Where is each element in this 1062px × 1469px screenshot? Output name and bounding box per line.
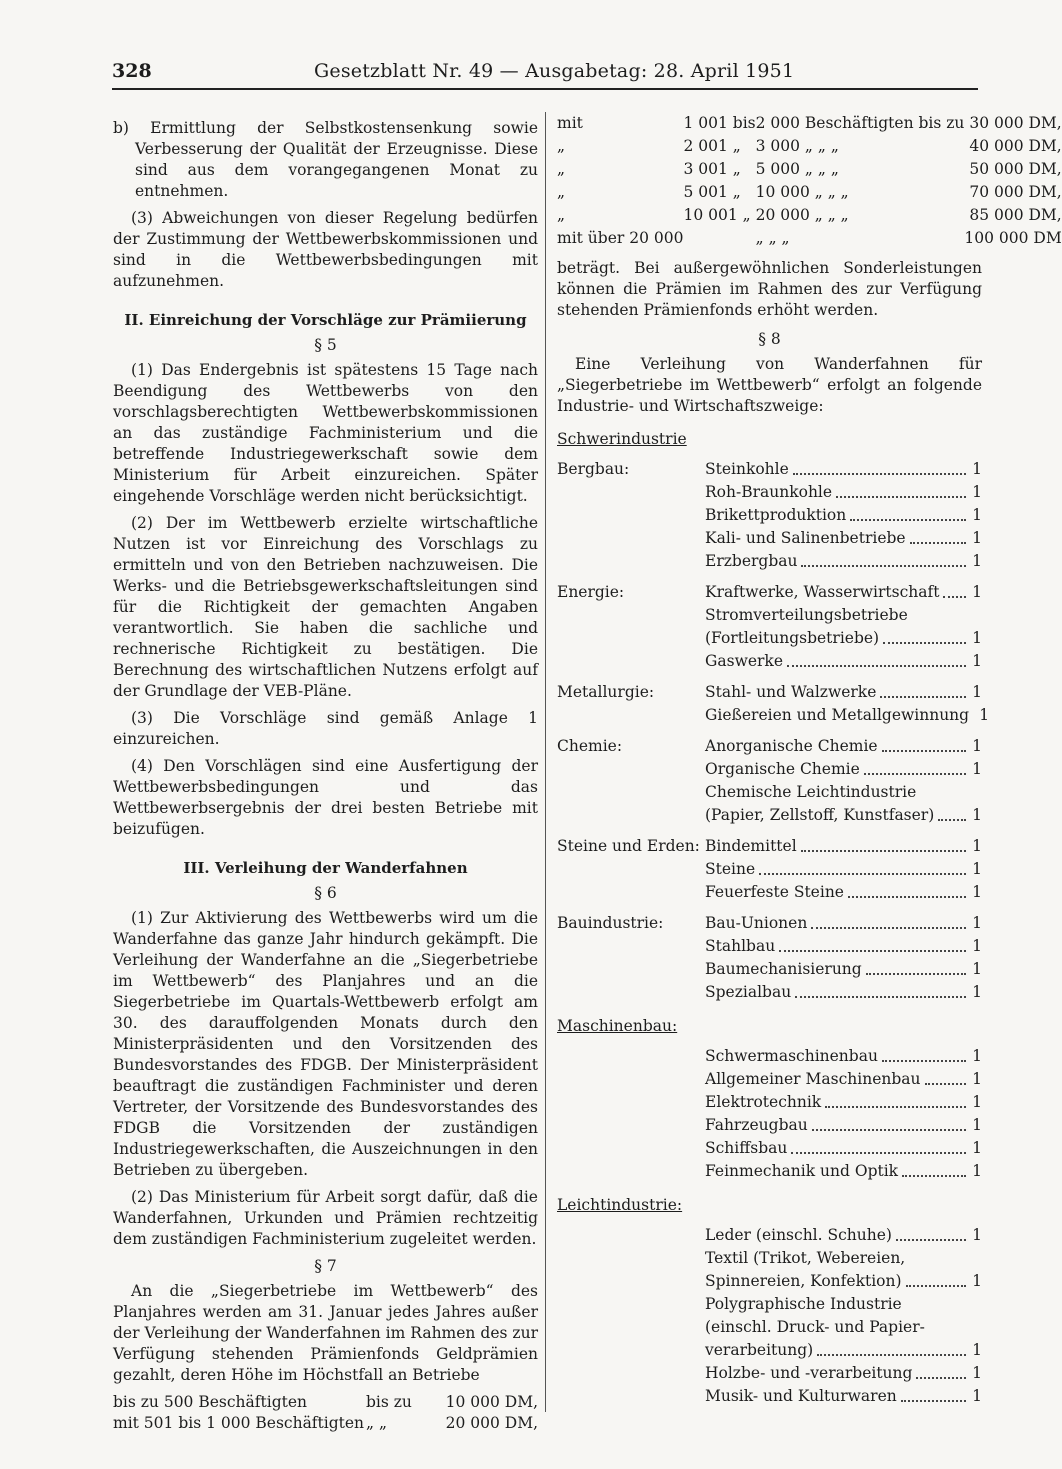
- prize-row: [557, 158, 1062, 181]
- dot-leader: [943, 581, 966, 598]
- industry-item: [705, 1160, 982, 1183]
- prize-cell-b: 1 001 bis: [683, 114, 756, 132]
- industry-item-count: 1: [972, 1387, 982, 1405]
- industry-category: [557, 1068, 705, 1091]
- industry-row: [557, 1316, 982, 1339]
- industry-item: [705, 1091, 982, 1114]
- industry-item-name: Kraftwerke, Wasserwirtschaft: [705, 583, 940, 601]
- dot-leader: [882, 1045, 966, 1062]
- prize-cell-d: 30 000 DM,: [969, 114, 1062, 132]
- s6-paragraph-1: (1) Zur Aktivierung des Wettbewerbs wird um die Wanderfahne das ganze Jahr hindurch gekämpft. Die Verleihung der Wanderfahne an die „Siegerbetriebe im Wettbewerb“ des Planjahres und an die Siegerbetriebe im Quartals-Wettbewerb erfolgt am 30. des darauffolgenden Monats durch den Ministerpräsidenten und den Vorsitzenden des Bundesvorstandes des FDGB. Der Ministerpräsident beauftragt die zuständigen Fachminister und deren Vertreter, der Vorsitzende des Bundesvorstandes des FDGB die Vorsitzenden der zuständigen Industriegewerkschaften, die Auszeichnungen in den Betrieben zu übergeben.: [113, 909, 538, 1179]
- dot-leader: [883, 627, 966, 644]
- industry-category: [557, 1224, 705, 1247]
- industry-item-name: Leder (einschl. Schuhe): [705, 1226, 892, 1244]
- industry-item: [705, 581, 982, 604]
- industry-item-count: 1: [972, 483, 982, 501]
- industry-category: [557, 881, 705, 904]
- money-row-amount: 20 000 DM,: [445, 1414, 538, 1432]
- industry-item: [705, 1385, 982, 1408]
- industry-row: [557, 1247, 982, 1270]
- prize-cell-b: 5 001 „: [683, 183, 741, 201]
- dot-leader: [825, 1091, 966, 1108]
- industry-item-count: 1: [972, 1047, 982, 1065]
- industry-item: [705, 604, 982, 627]
- prize-cell-a: mit über 20 000: [557, 229, 684, 247]
- s5-paragraph-4: (4) Den Vorschlägen sind eine Ausfertigung der Wettbewerbsbedingungen und das Wettbewerbsergebnis der drei besten Betriebe mit beizufügen.: [113, 757, 538, 838]
- s8-paragraph-1: Eine Verleihung von Wanderfahnen für „Siegerbetriebe im Wettbewerb“ erfolgt an folgende Industrie- und Wirtschaftszweige:: [557, 355, 982, 415]
- industry-item-count: 1: [972, 460, 982, 478]
- industry-item-name: Musik- und Kulturwaren: [705, 1387, 897, 1405]
- industry-row: [557, 1091, 982, 1114]
- industry-item-count: 1: [972, 1272, 982, 1290]
- industry-item-count: 1: [972, 737, 982, 755]
- industry-item-count: 1: [972, 914, 982, 932]
- industry-row: [557, 935, 982, 958]
- industry-category: [557, 935, 705, 958]
- industry-item-name: Feuerfeste Steine: [705, 883, 844, 901]
- industry-row: [557, 735, 982, 758]
- industry-category: [557, 758, 705, 781]
- prize-cell-a: mit: [557, 114, 583, 132]
- dot-leader: [938, 804, 966, 821]
- dot-leader: [901, 1385, 966, 1402]
- dot-leader: [836, 481, 966, 498]
- item-b: b) Ermittlung der Selbstkostensenkung sowie Verbesserung der Qualität der Erzeugnisse. Diese sind aus dem vorangegangenen Monat zu entnehmen.: [113, 119, 538, 200]
- industry-item-count: 1: [972, 806, 982, 824]
- industry-row: [557, 481, 982, 504]
- prize-row: [557, 181, 1062, 204]
- industry-category: [557, 1293, 705, 1316]
- industry-item: [705, 1137, 982, 1160]
- industry-row: [557, 981, 982, 1004]
- industry-item-name: (Papier, Zellstoff, Kunstfaser): [705, 806, 935, 824]
- industry-item: [705, 935, 982, 958]
- prize-cell-b: 3 001 „: [683, 160, 741, 178]
- industry-item-name: Organische Chemie: [705, 760, 860, 778]
- industry-row: [557, 835, 982, 858]
- industry-item-count: 1: [972, 937, 982, 955]
- industry-category: Bauindustrie:: [557, 914, 664, 932]
- industry-item-count: 1: [972, 1341, 982, 1359]
- industry-row: [557, 1385, 982, 1408]
- money-row-amount: 10 000 DM,: [445, 1393, 538, 1411]
- dot-leader: [866, 958, 966, 975]
- industry-item: [705, 1114, 982, 1137]
- industry-row: [557, 758, 982, 781]
- industry-row: [557, 1270, 982, 1293]
- industry-item: [705, 858, 982, 881]
- money-row: [113, 1392, 538, 1413]
- industry-item-name: Elektrotechnik: [705, 1093, 822, 1111]
- industry-category: [557, 527, 705, 550]
- industry-row: [557, 1339, 982, 1362]
- prize-cell-a: „: [557, 183, 566, 201]
- industry-item-count: 1: [972, 1116, 982, 1134]
- prize-row: [557, 204, 1062, 227]
- industry-row: [557, 1114, 982, 1137]
- industry-item-name: Baumechanisierung: [705, 960, 862, 978]
- industry-category: [557, 1270, 705, 1293]
- dot-leader: [882, 735, 966, 752]
- industry-item: [705, 881, 982, 904]
- dot-leader: [779, 935, 966, 952]
- page-header: [112, 58, 978, 90]
- industry-item: [705, 735, 982, 758]
- industry-groups: [557, 429, 990, 1408]
- prize-row: [557, 112, 1062, 135]
- industry-category: [557, 550, 705, 573]
- prize-row: [557, 227, 1062, 250]
- s5-paragraph-2: (2) Der im Wettbewerb erzielte wirtschaftliche Nutzen ist vor Einreichung des Vorschlags zu ermitteln und von den Betrieben nachzuweisen. Die Werks- und die Betriebsgewerkschaftsleitungen sind für die Richtigkeit der gemachten Angaben verantwortlich. Sie haben die sachliche und rechnerische Richtigkeit zu bestätigen. Die Berechnung des wirtschaftlichen Nutzens erfolgt auf der Grundlage der VEB-Pläne.: [113, 514, 538, 700]
- industry-item-name: Kali- und Salinenbetriebe: [705, 529, 906, 547]
- industry-row: [557, 1224, 982, 1247]
- industry-item-name: verarbeitung): [705, 1341, 814, 1359]
- prize-cell-c: 3 000 „ „ „: [755, 137, 839, 155]
- prize-cell-a: „: [557, 206, 566, 224]
- group-title: Schwerindustrie: [557, 430, 687, 448]
- prize-cell-d: 40 000 DM,: [969, 137, 1062, 155]
- prize-cell-c: 10 000 „ „ „: [755, 183, 849, 201]
- prize-cell-b: [683, 227, 755, 250]
- industry-item-count: 1: [972, 652, 982, 670]
- industry-item-name: Steinkohle: [705, 460, 789, 478]
- dot-leader: [811, 912, 966, 929]
- industry-item-count: 1: [972, 860, 982, 878]
- dot-leader: [906, 1270, 966, 1287]
- industry-item-name: Bau-Unionen: [705, 914, 808, 932]
- money-row-limit: „ „: [366, 1414, 387, 1432]
- dot-leader: [850, 504, 966, 521]
- industry-row: [557, 627, 982, 650]
- column-divider: [545, 112, 546, 1412]
- section-7-title: § 7: [314, 1257, 337, 1275]
- dot-leader: [925, 1068, 967, 1085]
- industry-item: [705, 1316, 982, 1339]
- industry-item-name: Steine: [705, 860, 756, 878]
- industry-category: [557, 504, 705, 527]
- left-column: [113, 118, 538, 1434]
- industry-category: [557, 981, 705, 1004]
- after-prizes-text: beträgt. Bei außergewöhnlichen Sonderleistungen können die Prämien im Rahmen des zur Verfügung stehenden Prämienfonds erhöht werden.: [557, 259, 982, 319]
- industry-category: [557, 1137, 705, 1160]
- industry-item-name: Spinnereien, Konfektion): [705, 1272, 902, 1290]
- industry-item: [705, 912, 982, 935]
- industry-item-count: 1: [972, 960, 982, 978]
- prize-table: [557, 112, 1062, 250]
- industry-row: [557, 604, 982, 627]
- industry-row: [557, 527, 982, 550]
- industry-item-name: Allgemeiner Maschinenbau: [705, 1070, 921, 1088]
- industry-item-name: Roh-Braunkohle: [705, 483, 833, 501]
- dot-leader: [801, 550, 966, 567]
- industry-item-count: 1: [972, 1070, 982, 1088]
- industry-item-name: Schiffsbau: [705, 1139, 788, 1157]
- industry-item: [705, 527, 982, 550]
- industry-item-count: 1: [972, 837, 982, 855]
- industry-item: [705, 704, 989, 727]
- group-title: Leichtindustrie:: [557, 1196, 683, 1214]
- industry-item: [705, 781, 982, 804]
- industry-item: [705, 804, 982, 827]
- money-row-limit: bis zu: [366, 1393, 412, 1411]
- industry-item-name: Chemische Leichtindustrie: [705, 783, 917, 801]
- row-gap: [557, 673, 982, 681]
- dot-leader: [759, 858, 966, 875]
- dot-leader: [795, 981, 966, 998]
- industry-category: Bergbau:: [557, 460, 630, 478]
- prize-cell-d: 70 000 DM,: [969, 183, 1062, 201]
- header-title: Gesetzblatt Nr. 49 — Ausgabetag: 28. April 1951: [314, 60, 795, 82]
- dot-leader: [787, 650, 966, 667]
- dot-leader: [896, 1224, 966, 1241]
- dot-leader: [848, 881, 966, 898]
- industry-item-name: Schwermaschinenbau: [705, 1047, 878, 1065]
- industry-row: [557, 1362, 982, 1385]
- industry-item-name: Anorganische Chemie: [705, 737, 878, 755]
- s7-paragraph-1: An die „Siegerbetriebe im Wettbewerb“ des Planjahres werden am 31. Januar jedes Jahres außer der Verleihung der Wanderfahnen im Rahmen des zur Verfügung stehenden Prämienfonds Geldprämien gezahlt, deren Höhe im Höchstfall an Betriebe: [113, 1282, 538, 1384]
- industry-row: [557, 581, 982, 604]
- industry-row: [557, 681, 982, 704]
- industry-item-count: 1: [972, 883, 982, 901]
- industry-item: [705, 1247, 982, 1270]
- paragraph-3: (3) Abweichungen von dieser Regelung bedürfen der Zustimmung der Wettbewerbskommissionen und sind in die Wettbewerbsbedingungen mit aufzunehmen.: [113, 209, 538, 290]
- industry-item: [705, 1270, 982, 1293]
- industry-item-name: (einschl. Druck- und Papier-: [705, 1318, 925, 1336]
- industry-row: [557, 1045, 982, 1068]
- row-gap: [557, 904, 982, 912]
- industry-item: [705, 1045, 982, 1068]
- money-row-range: mit 501 bis 1 000 Beschäftigten: [113, 1414, 365, 1432]
- industry-item-count: 1: [972, 1226, 982, 1244]
- section-6-title: § 6: [314, 884, 337, 902]
- row-gap: [557, 573, 982, 581]
- row-gap: [557, 727, 982, 735]
- prize-cell-a: „: [557, 160, 566, 178]
- industry-item-name: Gaswerke: [705, 652, 783, 670]
- industry-item-count: 1: [972, 760, 982, 778]
- prize-cell-a: „: [557, 137, 566, 155]
- s5-paragraph-1: (1) Das Endergebnis ist spätestens 15 Tage nach Beendigung des Wettbewerbs von den vorschlagsberechtigten Wettbewerbskommissionen an das zuständige Fachministerium und die betreffende Industriegewerkschaft sowie dem Ministerium für Arbeit einzureichen. Später eingehende Vorschläge werden nicht berücksichtigt.: [113, 361, 538, 505]
- industry-item-count: 1: [972, 506, 982, 524]
- industry-row: [557, 458, 982, 481]
- industry-item-count: 1: [979, 706, 990, 724]
- industry-item-count: 1: [972, 983, 982, 1001]
- prize-cell-d: 85 000 DM,: [969, 206, 1062, 224]
- prize-cell-c: „ „ „: [755, 229, 790, 247]
- dot-leader: [791, 1137, 966, 1154]
- industry-item-name: Polygraphische Industrie: [705, 1295, 902, 1313]
- prize-cell-c: 2 000 Beschäftigten bis zu: [755, 114, 965, 132]
- dot-leader: [817, 1339, 966, 1356]
- prize-cell-c: 5 000 „ „ „: [755, 160, 839, 178]
- industry-category: [557, 1385, 705, 1408]
- industry-category: [557, 1339, 705, 1362]
- industry-row: [557, 881, 982, 904]
- industry-item-name: Feinmechanik und Optik: [705, 1162, 899, 1180]
- industry-item-name: Spezialbau: [705, 983, 792, 1001]
- industry-item-name: Brikettproduktion: [705, 506, 847, 524]
- section-8-title: § 8: [758, 330, 781, 348]
- industry-category: [557, 1316, 705, 1339]
- industry-item-name: Holzbe- und -verarbeitung: [705, 1364, 913, 1382]
- prize-row: [557, 135, 1062, 158]
- industry-row: [557, 804, 982, 827]
- industry-item-count: 1: [972, 1364, 982, 1382]
- group-title: Maschinenbau:: [557, 1017, 678, 1035]
- industry-category: [557, 1114, 705, 1137]
- industry-category: Metallurgie:: [557, 683, 655, 701]
- dot-leader: [916, 1362, 966, 1379]
- industry-row: [557, 958, 982, 981]
- industry-row: [557, 858, 982, 881]
- s5-paragraph-3: (3) Die Vorschläge sind gemäß Anlage 1 einzureichen.: [113, 709, 538, 748]
- industry-item: [705, 1339, 982, 1362]
- row-gap: [557, 827, 982, 835]
- prize-cell-b: 2 001 „: [683, 137, 741, 155]
- industry-category: [557, 604, 705, 627]
- industry-item: [705, 504, 982, 527]
- industry-item: [705, 1362, 982, 1385]
- industry-item: [705, 958, 982, 981]
- industry-row: [557, 1160, 982, 1183]
- industry-category: Steine und Erden:: [557, 837, 700, 855]
- industry-item: [705, 1224, 982, 1247]
- money-row: [113, 1413, 538, 1434]
- industry-item: [705, 458, 982, 481]
- industry-item-count: 1: [972, 629, 982, 647]
- industry-item: [705, 627, 982, 650]
- industry-category: [557, 481, 705, 504]
- page-number: 328: [112, 60, 152, 82]
- industry-row: [557, 912, 982, 935]
- right-column: [557, 112, 1062, 1408]
- dot-leader: [902, 1160, 966, 1177]
- industry-item-name: Stahl- und Walzwerke: [705, 683, 877, 701]
- industry-item-name: Stahlbau: [705, 937, 776, 955]
- industry-category: [557, 627, 705, 650]
- industry-item-name: Textil (Trikot, Webereien,: [705, 1249, 906, 1267]
- industry-item-count: 1: [972, 583, 982, 601]
- industry-row: [557, 650, 982, 673]
- industry-category: [557, 781, 705, 804]
- prize-cell-b: 10 001 „: [683, 206, 751, 224]
- industry-category: [557, 1160, 705, 1183]
- industry-item-count: 1: [972, 1093, 982, 1111]
- dot-leader: [793, 458, 966, 475]
- industry-category: [557, 650, 705, 673]
- industry-category: Energie:: [557, 583, 625, 601]
- section-2-heading: II. Einreichung der Vorschläge zur Prämiierung: [124, 311, 527, 329]
- industry-item: [705, 1068, 982, 1091]
- industry-category: [557, 1091, 705, 1114]
- industry-row: [557, 1293, 982, 1316]
- industry-category: Chemie:: [557, 737, 623, 755]
- industry-item-count: 1: [972, 683, 982, 701]
- industry-item: [705, 981, 982, 1004]
- industry-item-name: Fahrzeugbau: [705, 1116, 808, 1134]
- dot-leader: [812, 1114, 966, 1131]
- section-5-title: § 5: [314, 336, 337, 354]
- industry-category: [557, 1045, 705, 1068]
- prize-cell-c: 20 000 „ „ „: [755, 206, 849, 224]
- industry-item-name: Erzbergbau: [705, 552, 798, 570]
- industry-row: [557, 550, 982, 573]
- industry-item: [705, 650, 982, 673]
- prize-cell-d: 100 000 DM: [964, 229, 1062, 247]
- industry-item: [705, 550, 982, 573]
- industry-item-count: 1: [972, 552, 982, 570]
- industry-row: [557, 781, 982, 804]
- money-row-range: bis zu 500 Beschäftigten: [113, 1393, 307, 1411]
- industry-item-count: 1: [972, 1139, 982, 1157]
- industry-category: [557, 858, 705, 881]
- industry-item: [705, 835, 982, 858]
- s6-paragraph-2: (2) Das Ministerium für Arbeit sorgt dafür, daß die Wanderfahnen, Urkunden und Prämien rechtzeitig dem zuständigen Fachministerium zugeleitet werden.: [113, 1188, 538, 1248]
- section-3-heading: III. Verleihung der Wanderfahnen: [183, 859, 468, 877]
- dot-leader: [880, 681, 966, 698]
- industry-category: [557, 958, 705, 981]
- industry-item: [705, 481, 982, 504]
- industry-item: [705, 681, 982, 704]
- industry-category: [557, 704, 705, 727]
- industry-item-name: Stromverteilungsbetriebe: [705, 606, 908, 624]
- industry-item-name: Bindemittel: [705, 837, 797, 855]
- industry-row: [557, 1068, 982, 1091]
- industry-item-name: (Fortleitungsbetriebe): [705, 629, 880, 647]
- industry-category: [557, 804, 705, 827]
- industry-item-name: Gießereien und Metallgewinnung: [705, 706, 970, 724]
- industry-item: [705, 758, 982, 781]
- industry-row: [557, 504, 982, 527]
- industry-item-count: 1: [972, 529, 982, 547]
- industry-row: [557, 1137, 982, 1160]
- dot-leader: [801, 835, 966, 852]
- dot-leader: [910, 527, 966, 544]
- industry-category: [557, 1362, 705, 1385]
- prize-cell-d: 50 000 DM,: [969, 160, 1062, 178]
- dot-leader: [864, 758, 966, 775]
- industry-item: [705, 1293, 982, 1316]
- industry-item-count: 1: [972, 1162, 982, 1180]
- industry-row: [557, 704, 990, 727]
- industry-category: [557, 1247, 705, 1270]
